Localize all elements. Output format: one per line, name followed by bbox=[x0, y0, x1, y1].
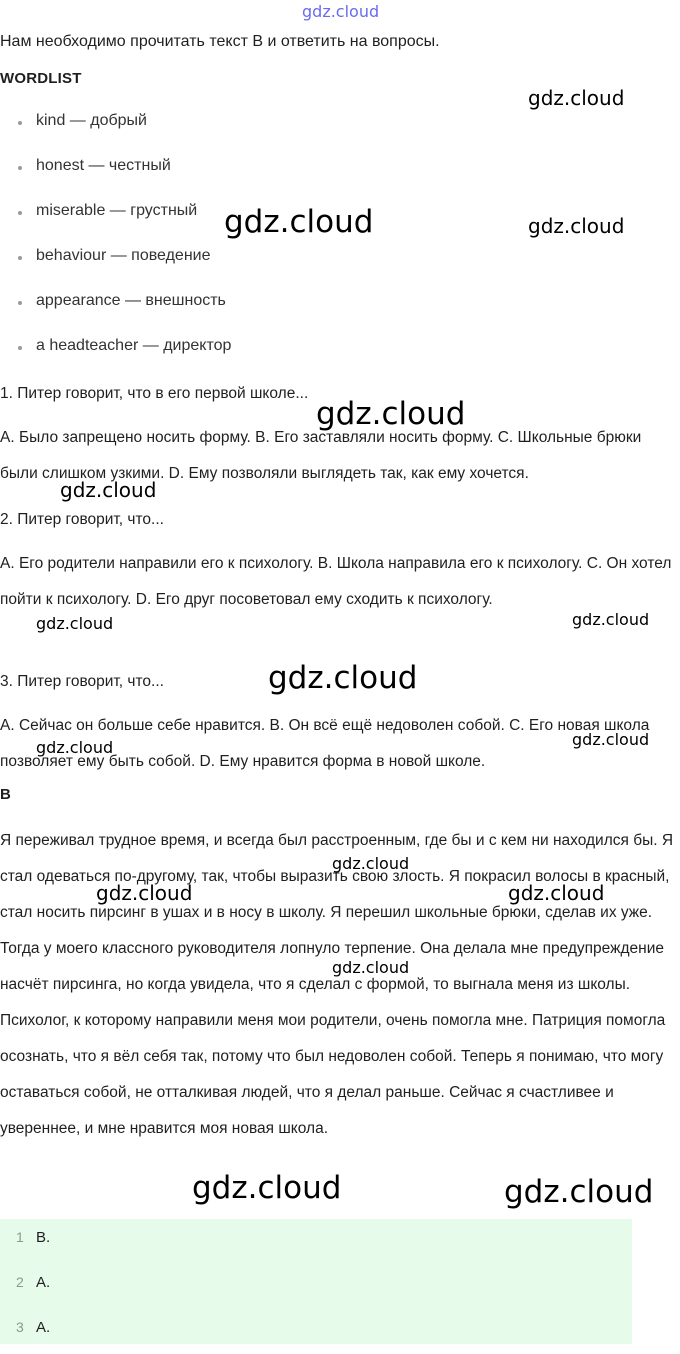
watermark: gdz.cloud bbox=[504, 1174, 654, 1210]
watermark: gdz.cloud bbox=[572, 730, 650, 749]
watermark: gdz.cloud bbox=[508, 881, 605, 905]
watermark: gdz.cloud bbox=[332, 958, 410, 977]
question-1-options: A. Было запрещено носить форму. B. Его заставляли носить форму. C. Школьные брюки были слишком узкими. D. Ему позволяли выглядеть так, как ему хочется. bbox=[0, 429, 642, 482]
wordlist-item: behaviour — поведение bbox=[0, 247, 231, 292]
watermark: gdz.cloud bbox=[332, 854, 410, 873]
answer-row bbox=[0, 1309, 632, 1354]
answer-row bbox=[0, 1264, 632, 1309]
answer-value: A. bbox=[36, 1319, 51, 1336]
question-1-title: 1. Питер говорит, что в его первой школе... bbox=[0, 385, 309, 402]
section-text: Я переживал трудное время, и всегда был расстроенным, где бы и с кем ни находился бы. Я стал одеваться по-другому, так, чтобы выразить свою злость. Я покрасил волосы в красный, стал носить пирсинг в ушах и в носу в школу. Я перешил школьные брюки, сделав их уже. Тогда у моего классного руководителя лопнуло терпение. Она делала мне предупреждение насчёт пирсинга, но когда увидела, что я сделал с формой, то выгнала меня из школы. Психолог, к которому направили меня мои родители, очень помогла мне. Патриция помогла осознать, что я вёл себя так, потому что был недоволен собой. Теперь я понимаю, что могу оставаться собой, не отталкивая людей, что я делал раньше. Сейчас я счастливее и увереннее, и мне нравится моя новая школа. bbox=[0, 832, 674, 1137]
answers-block bbox=[0, 1219, 632, 1344]
watermark: gdz.cloud bbox=[528, 86, 625, 110]
watermark: gdz.cloud bbox=[224, 204, 374, 240]
question-2-title: 2. Питер говорит, что... bbox=[0, 511, 164, 528]
wordlist bbox=[0, 112, 231, 382]
watermark: gdz.cloud bbox=[528, 214, 625, 238]
section-title: B bbox=[0, 786, 11, 803]
watermark: gdz.cloud bbox=[572, 610, 650, 629]
watermark: gdz.cloud bbox=[36, 738, 114, 757]
answer-number: 1 bbox=[16, 1229, 24, 1245]
watermark: gdz.cloud bbox=[96, 881, 193, 905]
watermark-top: gdz.cloud bbox=[302, 2, 380, 21]
watermark: gdz.cloud bbox=[268, 660, 418, 696]
answer-value: B. bbox=[36, 1229, 51, 1246]
answer-number: 3 bbox=[16, 1319, 24, 1335]
answer-row bbox=[0, 1219, 632, 1264]
watermark: gdz.cloud bbox=[60, 478, 157, 502]
wordlist-item: a headteacher — директор bbox=[0, 337, 231, 382]
wordlist-item: kind — добрый bbox=[0, 112, 231, 157]
wordlist-title: WORDLIST bbox=[0, 70, 82, 87]
answer-number: 2 bbox=[16, 1274, 24, 1290]
question-3-title: 3. Питер говорит, что... bbox=[0, 673, 164, 690]
answer-value: A. bbox=[36, 1274, 51, 1291]
watermark: gdz.cloud bbox=[316, 396, 466, 432]
watermark: gdz.cloud bbox=[192, 1170, 342, 1206]
wordlist-item: honest — честный bbox=[0, 157, 231, 202]
question-2-options: A. Его родители направили его к психологу. B. Школа направила его к психологу. C. Он хотел пойти к психологу. D. Его друг посоветовал ему сходить к психологу. bbox=[0, 555, 672, 608]
question-3-options: A. Сейчас он больше себе нравится. B. Он всё ещё недоволен собой. C. Его новая школа позволяет ему быть собой. D. Ему нравится форма в новой школе. bbox=[0, 717, 650, 770]
watermark: gdz.cloud bbox=[36, 614, 114, 633]
wordlist-item: miserable — грустный bbox=[0, 202, 231, 247]
intro-text: Нам необходимо прочитать текст B и ответить на вопросы. bbox=[0, 33, 440, 50]
wordlist-item: appearance — внешность bbox=[0, 292, 231, 337]
